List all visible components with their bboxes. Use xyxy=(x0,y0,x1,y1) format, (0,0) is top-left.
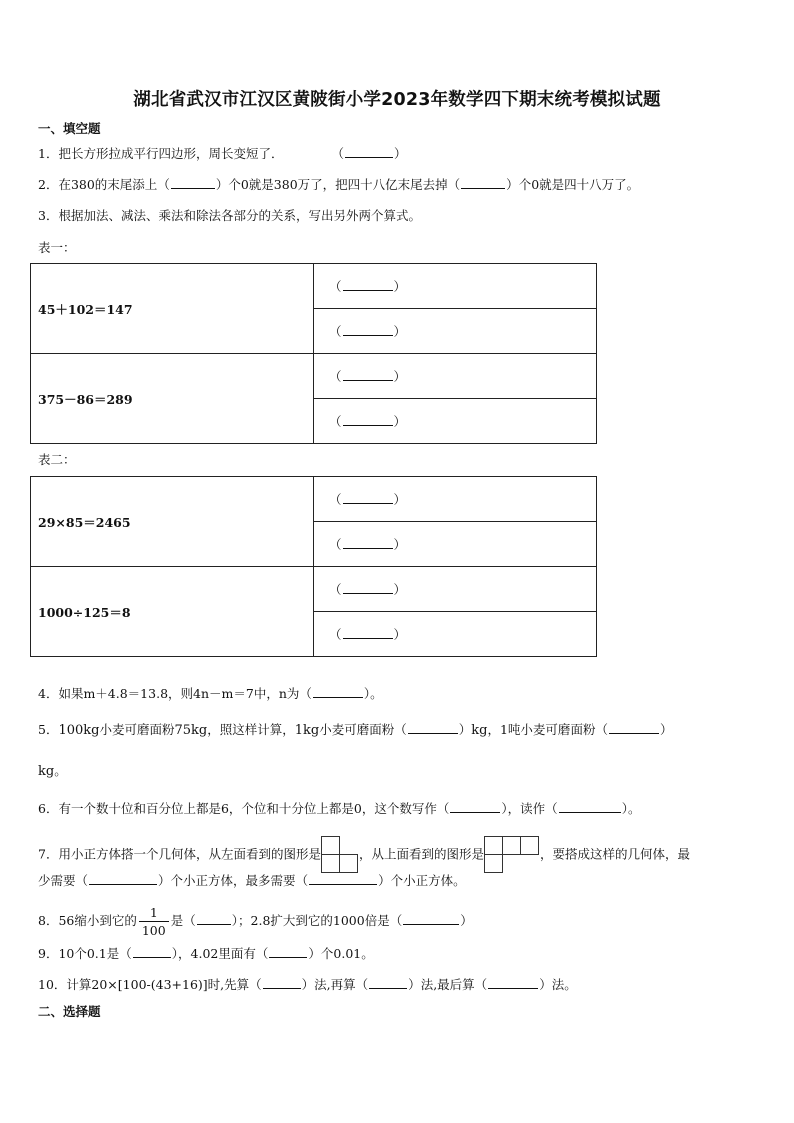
blank_close-text: ） xyxy=(363,686,371,701)
q2-num-text: 2． xyxy=(38,177,59,192)
q10-answer-blank-1[interactable] xyxy=(263,976,301,989)
blank_close-text: ） xyxy=(460,913,473,928)
blank_close-text: ） xyxy=(158,873,171,888)
question-7-continued xyxy=(38,872,466,890)
q5-num-text: 5． xyxy=(38,722,59,737)
q7-answer-blank-2[interactable] xyxy=(309,872,377,885)
table-2-answer-cell xyxy=(314,612,597,657)
q10-num-text: 10． xyxy=(38,977,67,992)
q2-b-text: 个0就是380万了，把四十八亿末尾去掉 xyxy=(228,177,448,192)
blank_open-text: （ xyxy=(329,369,342,384)
blank_close-text: ） xyxy=(393,369,407,384)
blank_open-text: （ xyxy=(329,279,342,294)
question-8 xyxy=(38,904,473,938)
q8-c-text: ；2.8扩大到它的1000倍是 xyxy=(238,913,390,928)
section-heading-multiple-choice: 二、选择题 xyxy=(38,1004,101,1019)
answer-blank[interactable] xyxy=(343,413,393,426)
answer-blank[interactable] xyxy=(343,368,393,381)
blank_open-text: （ xyxy=(119,946,132,961)
q5-d-text: ，1吨小麦可磨面粉 xyxy=(487,722,596,737)
blank_open-text: （ xyxy=(329,324,342,339)
blank_open-text: （ xyxy=(249,977,262,992)
blank_close-text: ） xyxy=(393,279,407,294)
q8-frac_num-text: 1 xyxy=(139,904,169,922)
question-10 xyxy=(38,976,577,994)
q7-d-text: 少需要 xyxy=(38,873,76,888)
blank_close-text: ） xyxy=(171,946,179,961)
q9-c-text: 个0.01。 xyxy=(320,946,374,961)
answer-blank[interactable] xyxy=(343,626,393,639)
question-1 xyxy=(38,145,406,163)
left-view-figure xyxy=(321,836,359,874)
blank_close-text: ） xyxy=(539,977,552,992)
blank_open-text: （ xyxy=(255,946,269,961)
answer-blank[interactable] xyxy=(343,491,393,504)
blank_close-text: ） xyxy=(408,977,421,992)
q4-a-text: 如果m＋4.8＝13.8，则4n－m＝7中，n为 xyxy=(58,686,300,701)
section-heading-fill-in: 一、填空题 xyxy=(38,121,101,136)
q8-answer-blank-1[interactable] xyxy=(197,912,231,925)
blank_open-text: （ xyxy=(331,146,344,161)
q7-c-text: ，要搭成这样的几何体，最 xyxy=(539,846,690,862)
q9-a-text: 10个0.1是 xyxy=(58,946,120,961)
table-1-equation-2: 375－86＝289 xyxy=(31,354,314,444)
blank_close-text: ） xyxy=(506,177,519,192)
q5-w1-text: 100kg xyxy=(58,723,100,738)
table-2-answer-cell xyxy=(314,522,597,567)
answer-blank[interactable] xyxy=(343,323,393,336)
question-3 xyxy=(38,207,421,225)
q4-num-text: 4． xyxy=(38,686,59,701)
table-1-answer-cell xyxy=(314,354,597,399)
table-1-answer-cell xyxy=(314,309,597,354)
q10-a-text: 计算20×[100-(43+16)]时,先算 xyxy=(66,977,250,992)
q10-b-text: 法,再算 xyxy=(314,977,356,992)
question-7 xyxy=(38,836,690,874)
table-2-label: 表二： xyxy=(38,452,76,467)
q7-f-text: 个小正方体。 xyxy=(390,873,466,888)
q5-e-text: 。 xyxy=(54,763,67,778)
q3-text-text: 根据加法、减法、乘法和除法各部分的关系，写出另外两个算式。 xyxy=(58,208,421,223)
q10-c-text: 法,最后算 xyxy=(420,977,475,992)
blank_open-text: （ xyxy=(389,913,403,928)
blank_open-text: （ xyxy=(545,801,558,816)
q6-num-text: 6． xyxy=(38,801,59,816)
q6-answer-blank-1[interactable] xyxy=(450,800,500,813)
q8-answer-blank-2[interactable] xyxy=(403,912,459,925)
top-view-figure xyxy=(484,836,540,874)
table-1 xyxy=(30,263,597,444)
table-2-answer-cell xyxy=(314,477,597,522)
question-5 xyxy=(38,721,672,740)
q1-text: 把长方形拉成平行四边形，周长变短了． xyxy=(58,146,284,161)
q2-a-text: 在380的末尾添上 xyxy=(58,177,158,192)
q7-e-text: 个小正方体，最多需要 xyxy=(170,873,296,888)
blank_close-text: ） xyxy=(301,977,315,992)
q5-u2-text: kg xyxy=(38,764,55,779)
blank_close-text: ） xyxy=(393,324,407,339)
blank_close-text: ） xyxy=(393,582,407,597)
question-6 xyxy=(38,800,640,818)
blank_open-text: （ xyxy=(157,177,170,192)
blank_close-text: ） xyxy=(659,722,673,737)
table-2-equation-1: 29×85＝2465 xyxy=(31,477,314,567)
blank_open-text: （ xyxy=(474,977,488,992)
q5-answer-blank-2[interactable] xyxy=(609,721,659,734)
q5-answer-blank-1[interactable] xyxy=(408,721,458,734)
q10-answer-blank-2[interactable] xyxy=(369,976,407,989)
q4-answer-blank[interactable] xyxy=(313,685,363,698)
blank_close-text: ） xyxy=(501,801,508,816)
q9-num-text: 9． xyxy=(38,946,59,961)
q8-frac_den-text: 100 xyxy=(141,923,166,938)
q6-answer-blank-2[interactable] xyxy=(559,800,621,813)
table-2 xyxy=(30,476,597,657)
blank_close-text: ） xyxy=(215,177,229,192)
question-2 xyxy=(38,176,639,194)
blank_open-text: （ xyxy=(447,177,461,192)
q10-answer-blank-3[interactable] xyxy=(488,976,538,989)
table-1-equation-1: 45＋102＝147 xyxy=(31,264,314,354)
q8-a-text: 56缩小到它的 xyxy=(58,913,137,928)
q7-a-text: 用小正方体搭一个几何体，从左面看到的图形是 xyxy=(58,846,321,862)
question-9 xyxy=(38,945,374,963)
blank_close-text: ） xyxy=(393,414,407,429)
blank_close-text: ） xyxy=(393,146,407,161)
blank_close-text: ） xyxy=(393,492,407,507)
answer-blank[interactable] xyxy=(343,536,393,549)
blank_close-text: ） xyxy=(393,537,407,552)
blank_open-text: （ xyxy=(329,537,342,552)
answer-blank[interactable] xyxy=(343,278,393,291)
blank_close-text: ） xyxy=(378,873,391,888)
blank_close-text: ） xyxy=(308,946,321,961)
table-1-answer-cell xyxy=(314,264,597,309)
question-4 xyxy=(38,685,383,703)
blank_open-text: （ xyxy=(329,582,342,597)
blank_open-text: （ xyxy=(355,977,369,992)
blank_open-text: （ xyxy=(183,913,196,928)
page-title: 湖北省武汉市江汉区黄陂街小学2023年数学四下期末统考模拟试题 xyxy=(133,90,661,110)
q1-number: 1． xyxy=(38,146,59,161)
q1-answer-blank[interactable] xyxy=(345,145,393,158)
q2-answer-blank-1[interactable] xyxy=(171,176,215,189)
q6-c-text: 。 xyxy=(627,801,641,816)
blank_open-text: （ xyxy=(295,873,309,888)
question-5-continued xyxy=(38,762,67,781)
q5-w2-text: 75kg xyxy=(174,723,208,738)
q9-answer-blank-1[interactable] xyxy=(133,945,171,958)
q5-b-text: ，照这样计算， xyxy=(207,722,295,737)
q10-d-text: 法。 xyxy=(551,977,577,992)
blank_close-text: ） xyxy=(458,722,472,737)
blank_open-text: （ xyxy=(394,722,407,737)
q9-answer-blank-2[interactable] xyxy=(269,945,307,958)
q4-b-text: 。 xyxy=(370,686,383,701)
blank_open-text: （ xyxy=(329,492,342,507)
blank_open-text: （ xyxy=(299,686,312,701)
q6-b-text: ，读作 xyxy=(507,801,546,816)
blank_open-text: （ xyxy=(436,801,450,816)
q6-a-text: 有一个数十位和百分位上都是6，个位和十分位上都是0，这个数写作 xyxy=(58,801,437,816)
answer-blank[interactable] xyxy=(343,581,393,594)
blank_open-text: （ xyxy=(75,873,89,888)
blank_close-text: ） xyxy=(393,627,407,642)
q5-u1-text: kg xyxy=(471,723,488,738)
fraction-one-hundredth xyxy=(139,904,169,939)
q8-num-text: 8． xyxy=(38,913,59,928)
blank_close-text: ） xyxy=(621,801,628,816)
q2-c-text: 个0就是四十八万了。 xyxy=(518,177,640,192)
table-2-equation-2: 1000÷125＝8 xyxy=(31,567,314,657)
q9-b-text: ，4.02里面有 xyxy=(178,946,256,961)
q5-w3-text: 1kg xyxy=(294,723,320,738)
q5-a-text: 小麦可磨面粉 xyxy=(99,722,175,737)
blank_open-text: （ xyxy=(329,627,342,642)
q7-b-text: ，从上面看到的图形是 xyxy=(358,846,484,862)
table-2-answer-cell xyxy=(314,567,597,612)
blank_open-text: （ xyxy=(329,414,342,429)
q7-answer-blank-1[interactable] xyxy=(89,872,157,885)
table-1-answer-cell xyxy=(314,399,597,444)
blank_open-text: （ xyxy=(595,722,608,737)
blank_close-text: ） xyxy=(231,913,239,928)
q3-num-text: 3． xyxy=(38,208,59,223)
table-1-label: 表一： xyxy=(38,240,76,255)
q2-answer-blank-2[interactable] xyxy=(461,176,505,189)
q5-c-text: 小麦可磨面粉 xyxy=(319,722,395,737)
q7-num-text: 7． xyxy=(38,846,59,862)
q8-b-text: 是 xyxy=(170,913,184,928)
